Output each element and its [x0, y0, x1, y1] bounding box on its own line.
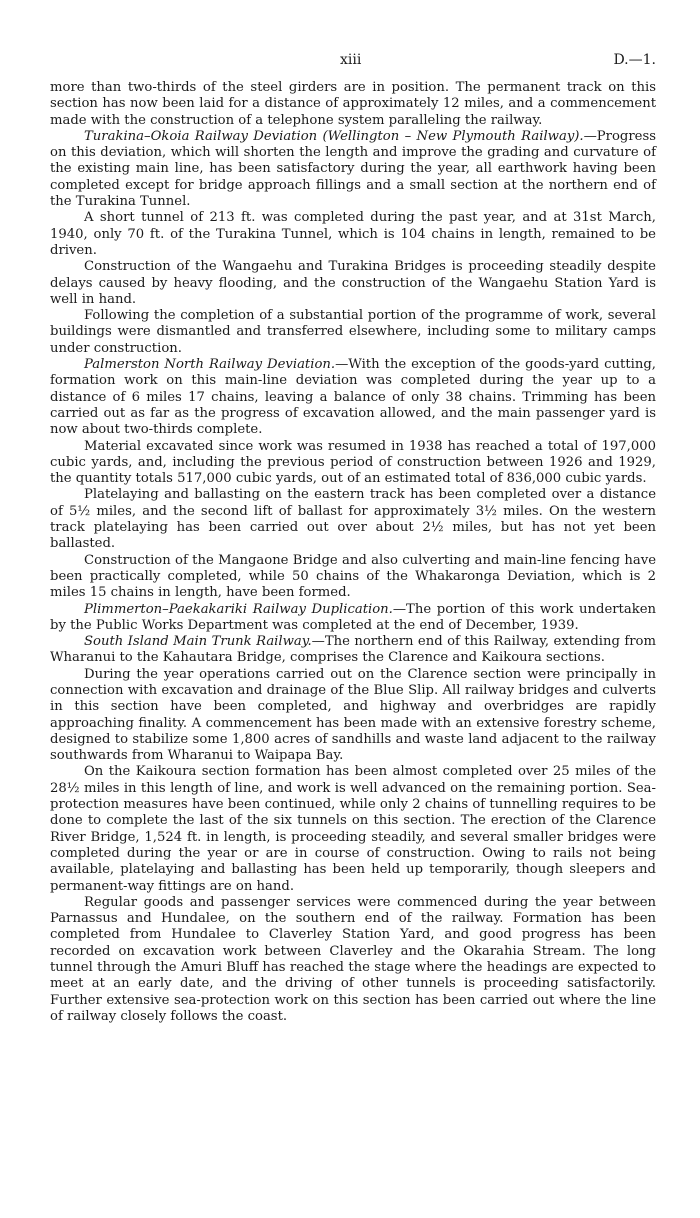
paragraph-text: more than two-thirds of the steel girders are in position. The permanent track on this section has now been laid for a distance of approximately 12 miles, and a commencement made with the construction of a telephone system paralleling the railway. [50, 80, 656, 128]
paragraph-text: —With the exception of the goods-yard cutting, formation work on this main-line deviation was completed during the year up to a distance of 6 miles 17 chains, leaving a balance of only 38 chains. Trimming has been carried out as far as the progress of excavation allowed, and the main passenger yard is now about two-thirds complete. [50, 357, 656, 438]
paragraph-text: Regular goods and passenger services were commenced during the year between Parnassus and Hundalee, on the southern end of the railway. Formation has been completed from Hundalee to Claverley Station Yard, and good progress has been recorded on excavation work between Claverley and the Okarahia Stream. The long tunnel through the Amuri Bluff has reached the stage where the headings are expected to meet at an early date, and the driving of other tunnels is proceeding satisfactorily. Further extensive sea-protection work on this section has been carried out where the line of railway closely follows the coast. [50, 894, 656, 1024]
paragraph [50, 80, 656, 129]
page-header [0, 52, 700, 72]
paragraph [50, 895, 656, 1025]
paragraph-text: On the Kaikoura section formation has been almost completed over 25 miles of the 28½ miles in this length of line, and work is well advanced on the remaining portion. Sea-protection measures have been continued, while only 2 chains of tunnelling requires to be done to complete the last of the six tunnels on this section. The erection of the Clarence River Bridge, 1,524 ft. in length, is proceeding steadily, and several smaller bridges were completed during the year or are in course of construction. Owing to rails not being available, platelaying and ballasting has been held up temporarily, though sleepers and permanent-way fittings are on hand. [50, 764, 656, 894]
section-heading: Palmerston North Railway Deviation. [84, 357, 336, 373]
paragraph-text: Platelaying and ballasting on the eastern track has been completed over a distance of 5½ miles, and the second lift of ballast for approximately 3½ miles. On the western track platelaying has been carried out over about 2½ miles, but has not yet been ballasted. [50, 487, 656, 552]
paragraph-text: —Progress on this deviation, which will shorten the length and improve the grading and curvature of the existing main line, has been satisfactory during the year, all earthwork having been completed except for bridge approach fillings and a small section at the northern end of the Turakina Tunnel. [50, 128, 656, 210]
paragraph [50, 129, 656, 210]
paragraph [50, 634, 656, 667]
paragraph-text: Following the completion of a substantial portion of the programme of work, several buildings were dismantled and transferred elsewhere, including some to military camps under construction. [50, 308, 656, 356]
page-number: xiii [340, 52, 362, 68]
paragraph [50, 357, 656, 438]
document-reference: D.—1. [613, 52, 656, 68]
paragraph-text: —The portion of this work undertaken by the Public Works Department was completed at the end of December, 1939. [50, 601, 656, 633]
paragraph [50, 487, 656, 552]
section-heading: South Island Main Trunk Railway. [84, 634, 312, 650]
paragraph [50, 439, 656, 488]
paragraph-text: A short tunnel of 213 ft. was completed during the past year, and at 31st March, 1940, only 70 ft. of the Turakina Tunnel, which is 104 chains in length, remained to be driven. [50, 210, 656, 258]
paragraph-text: During the year operations carried out on the Clarence section were principally in connection with excavation and drainage of the Blue Slip. All railway bridges and culverts in this section have been completed, and highway and overbridges are rapidly approaching finality. A commencement has been made with an extensive forestry scheme, designed to stabilize some 1,800 acres of sandhills and waste land adjacent to the railway southwards from Wharanui to Waipapa Bay. [50, 666, 656, 764]
paragraph [50, 259, 656, 308]
section-heading: Plimmerton–Paekakariki Railway Duplication. [84, 601, 393, 617]
paragraph [50, 764, 656, 894]
paragraph-text: Material excavated since work was resumed in 1938 has reached a total of 197,000 cubic yards, and, including the previous period of construction between 1926 and 1929, the quantity totals 517,000 cubic yards, out of an estimated total of 836,000 cubic yards. [50, 438, 656, 487]
body-text [50, 80, 656, 1025]
paragraph-text: —The northern end of this Railway, extending from Wharanui to the Kahautara Bridge, comprises the Clarence and Kaikoura sections. [50, 634, 656, 666]
paragraph [50, 602, 656, 635]
paragraph [50, 308, 656, 357]
paragraph-text: Construction of the Wangaehu and Turakina Bridges is proceeding steadily despite delays caused by heavy flooding, and the construction of the Wangaehu Station Yard is well in hand. [50, 259, 656, 307]
paragraph-text: Construction of the Mangaone Bridge and also culverting and main-line fencing have been practically completed, while 50 chains of the Whakaronga Deviation, which is 2 miles 15 chains in length, have been formed. [50, 552, 656, 601]
paragraph [50, 210, 656, 259]
paragraph [50, 667, 656, 765]
section-heading: Turakina–Okoia Railway Deviation (Wellington – New Plymouth Railway). [84, 128, 584, 144]
paragraph [50, 553, 656, 602]
